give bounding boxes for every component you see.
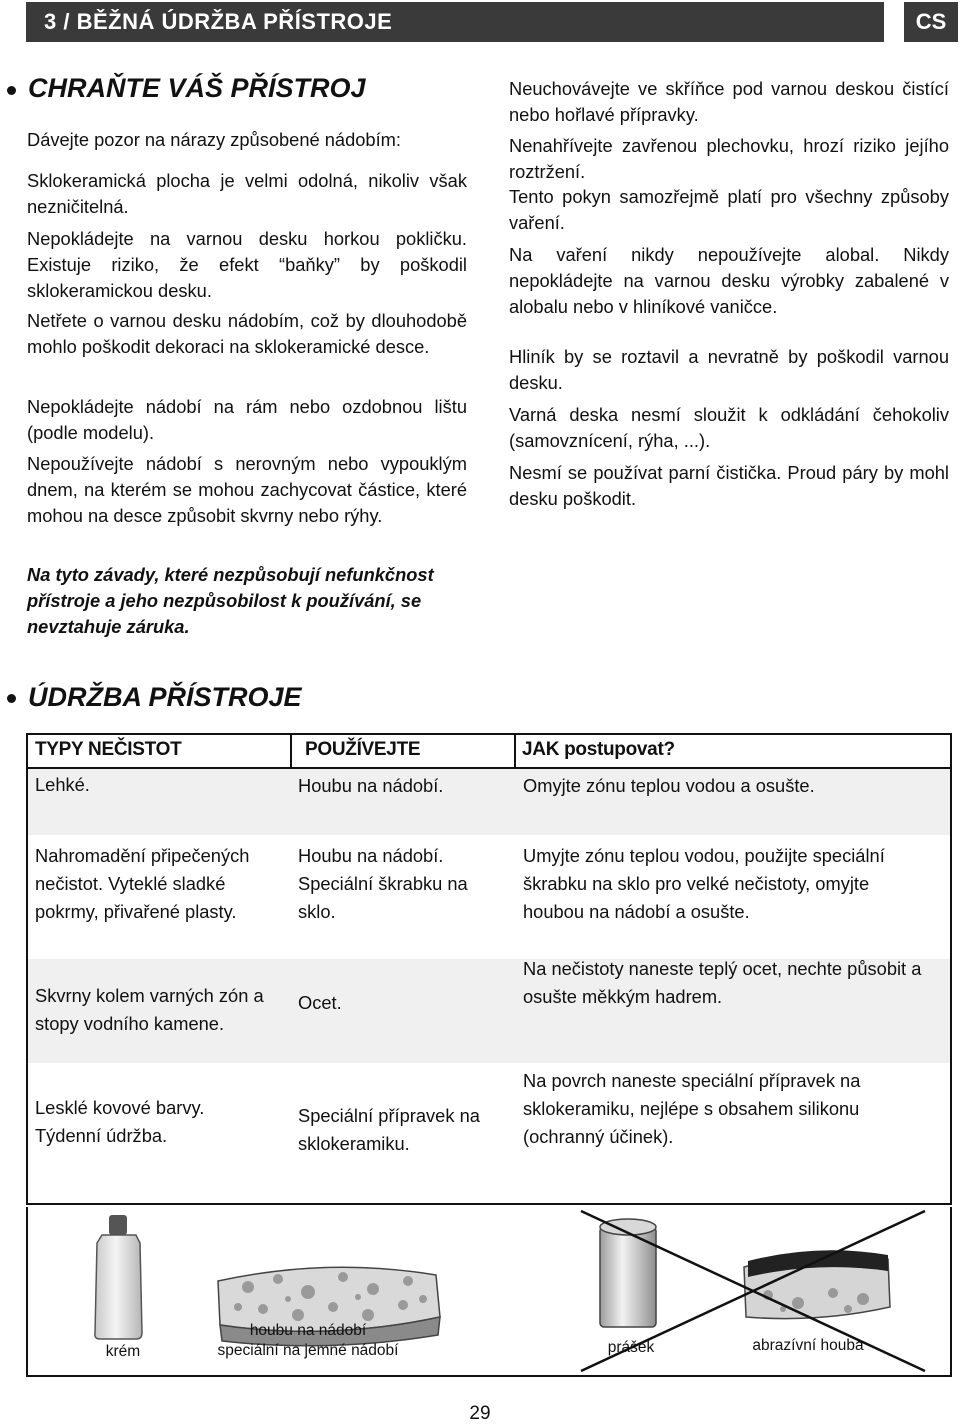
table-cell-use: Houbu na nádobí. Speciální škrabku na sklo. [298,845,468,922]
bullet-icon [7,694,16,703]
header-bar [26,2,884,42]
paragraph: Sklokeramická plocha je velmi odolná, nikoliv však nezničitelná. [27,170,467,217]
caption-sponge-line: speciální na jemné nádobí [217,1342,399,1359]
table-cell-type: Lehké. [35,774,90,795]
language-badge: CS [904,2,958,42]
table-cell-type: Skvrny kolem varných zón a stopy vodního kamene. [35,985,264,1034]
heading-protect: CHRAŇTE VÁŠ PŘÍSTROJ [28,73,366,103]
paragraph: Na vaření nikdy nepoužívejte alobal. Nikdy nepokládejte na varnou desku výrobky zabalené v alobalu nebo v hliníkové vaničce. [509,244,949,317]
paragraph: Hliník by se roztavil a nevratně by poškodil varnou desku. [509,346,949,393]
table-cell-type: Nahromadění připečených nečistot. Vyteklé sladké pokrmy, přivařené plasty. [35,845,250,922]
paragraph: Nepokládejte nádobí na rám nebo ozdobnou lištu (podle modelu). [27,396,467,443]
table-cell-how: Na povrch naneste speciální přípravek na sklokeramiku, nejlépe s obsahem silikonu (ochranný účinek). [523,1070,861,1147]
paragraph: Nesmí se používat parní čistička. Proud páry by mohl desku poškodit. [509,462,949,509]
table-cell-type: Lesklé kovové barvy. Týdenní údržba. [35,1097,205,1146]
warranty-warning: Na tyto závady, které nezpůsobují nefunkčnost přístroje a jeho nezpůsobilost k používání, se nevztahuje záruka. [27,564,434,637]
table-cell-use: Ocet. [298,992,342,1013]
column-header: TYPY NEČISTOT [35,739,182,760]
paragraph: Varná deska nesmí sloužit k odkládání čehokoliv (samovznícení, rýha, ...). [509,404,949,451]
products-panel [26,1207,952,1377]
caption-abrasive-sponge: abrazívní houba [752,1337,864,1354]
paragraph: Netřete o varnou desku nádobím, což by dlouhodobě mohlo poškodit dekoraci na sklokeramické desce. [27,310,467,357]
page-number: 29 [469,1403,491,1424]
table-divider [290,735,292,769]
column-header: POUŽÍVEJTE [305,739,421,760]
table-cell-how: Omyjte zónu teplou vodou a osušte. [523,775,815,796]
table-divider [28,767,950,769]
table-cell-how: Umyjte zónu teplou vodou, použijte speciální škrabku na sklo pro velké nečistoty, omyjte houbou na nádobí a osušte. [523,845,885,922]
table-cell-how: Na nečistoty naneste teplý ocet, nechte působit a osušte měkkým hadrem. [523,958,922,1007]
caption-sponge [198,1322,418,1360]
paragraph: Tento pokyn samozřejmě platí pro všechny způsoby vaření. [509,186,949,233]
table-divider [514,735,516,769]
paragraph: Nepokládejte na varnou desku horkou pokličku. Existuje riziko, že efekt “baňky” by poškodil sklokeramickou desku. [27,228,467,301]
column-header: JAK postupovat? [522,739,675,760]
caption-powder: prášek [607,1339,655,1356]
cream-tube-icon [88,1213,150,1341]
caption-cream: krém [105,1343,141,1360]
paragraph: Nenahřívejte zavřenou plechovku, hrozí riziko jejího roztržení. [509,135,949,182]
bullet-icon [7,86,16,95]
maintenance-table [26,733,952,1205]
caption-sponge-line: houbu na nádobí [249,1322,367,1339]
paragraph: Dávejte pozor na nárazy způsobené nádobím: [27,129,401,150]
paragraph: Neuchovávejte ve skříňce pod varnou deskou čistící nebo hořlavé přípravky. [509,78,949,125]
section-title: 3 / BĚŽNÁ ÚDRŽBA PŘÍSTROJE [44,9,393,34]
table-cell-use: Houbu na nádobí. [298,775,444,796]
table-cell-use: Speciální přípravek na sklokeramiku. [298,1105,480,1154]
paragraph: Nepoužívejte nádobí s nerovným nebo vypouklým dnem, na kterém se mohou zachycovat částice, které mohou na desce způsobit skvrny nebo rýhy. [27,453,467,526]
heading-maintenance: ÚDRŽBA PŘÍSTROJE [28,682,302,712]
